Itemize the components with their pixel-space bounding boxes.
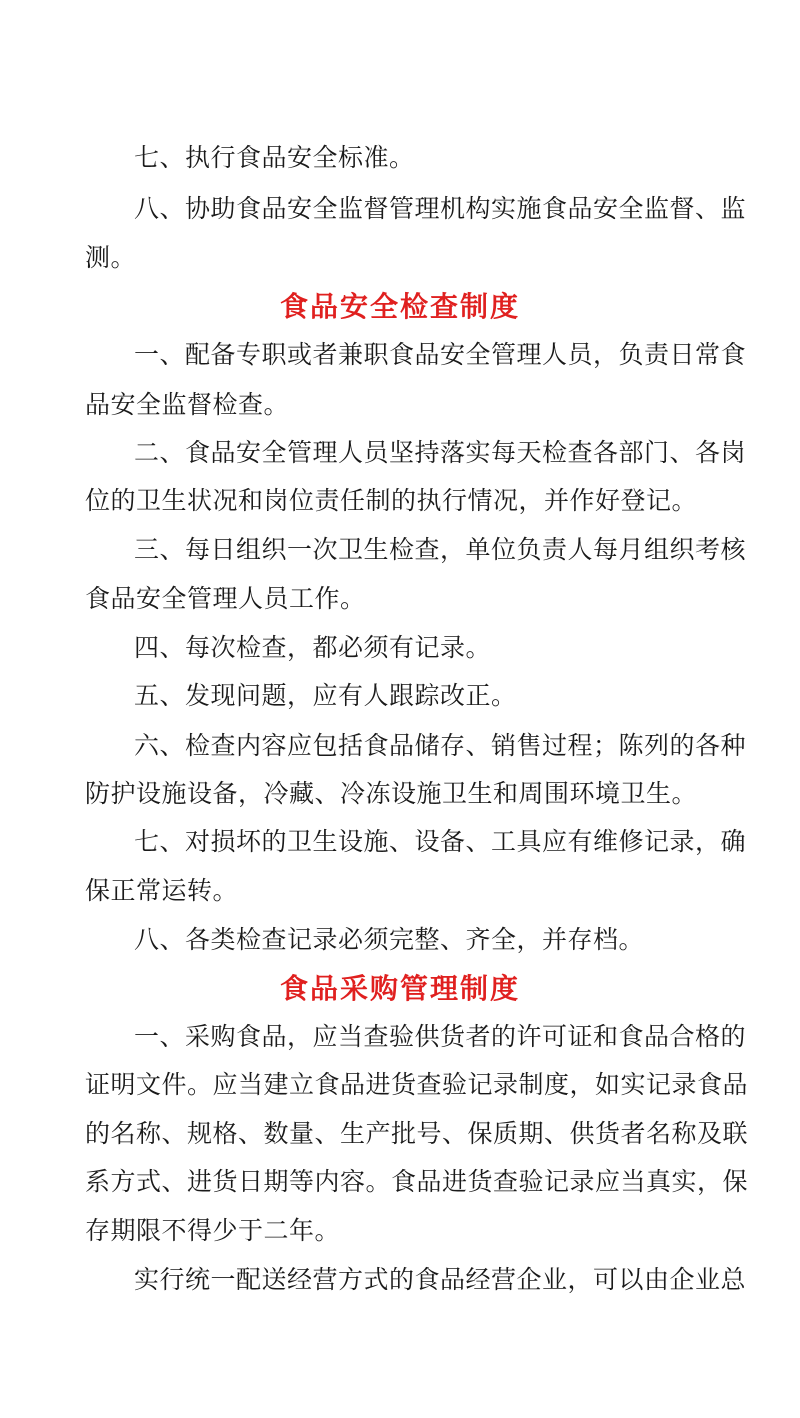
paragraph-line: 食品安全管理人员工作。 (85, 584, 366, 613)
paragraph-line: 位的卫生状况和岗位责任制的执行情况，并作好登记。 (85, 486, 698, 515)
paragraph-line: 四、每次检查，都必须有记录。 (134, 633, 492, 662)
paragraph-line: 实行统一配送经营方式的食品经营企业，可以由企业总 (134, 1265, 747, 1294)
paragraph-line: 七、执行食品安全标准。 (134, 143, 415, 172)
paragraph-line: 八、各类检查记录必须完整、齐全，并存档。 (134, 925, 645, 954)
paragraph-line: 品安全监督检查。 (85, 390, 290, 419)
paragraph-line: 存期限不得少于二年。 (85, 1216, 341, 1245)
paragraph-line: 六、检查内容应包括食品储存、销售过程；陈列的各种 (134, 731, 747, 760)
paragraph-line: 八、协助食品安全监督管理机构实施食品安全监督、监 (134, 194, 747, 223)
paragraph-line: 证明文件。应当建立食品进货查验记录制度，如实记录食品 (85, 1070, 749, 1099)
paragraph-line: 五、发现问题，应有人跟踪改正。 (134, 681, 517, 710)
paragraph-line: 一、采购食品，应当查验供货者的许可证和食品合格的 (134, 1022, 747, 1051)
paragraph-line: 保正常运转。 (85, 876, 239, 905)
paragraph-line: 七、对损坏的卫生设施、设备、工具应有维修记录，确 (134, 827, 747, 856)
paragraph-line: 一、配备专职或者兼职食品安全管理人员，负责日常食 (134, 340, 747, 369)
paragraph-line: 防护设施设备，冷藏、冷冻设施卫生和周围环境卫生。 (85, 779, 698, 808)
section-title-purchasing: 食品采购管理制度 (279, 972, 520, 1005)
paragraph-line: 的名称、规格、数量、生产批号、保质期、供货者名称及联 (85, 1119, 749, 1148)
paragraph-line: 系方式、进货日期等内容。食品进货查验记录应当真实，保 (85, 1167, 749, 1196)
paragraph-line: 三、每日组织一次卫生检查，单位负责人每月组织考核 (134, 535, 747, 564)
paragraph-line: 二、食品安全管理人员坚持落实每天检查各部门、各岗 (134, 438, 747, 467)
paragraph-line: 测。 (85, 243, 137, 272)
section-title-inspection: 食品安全检查制度 (279, 290, 520, 323)
